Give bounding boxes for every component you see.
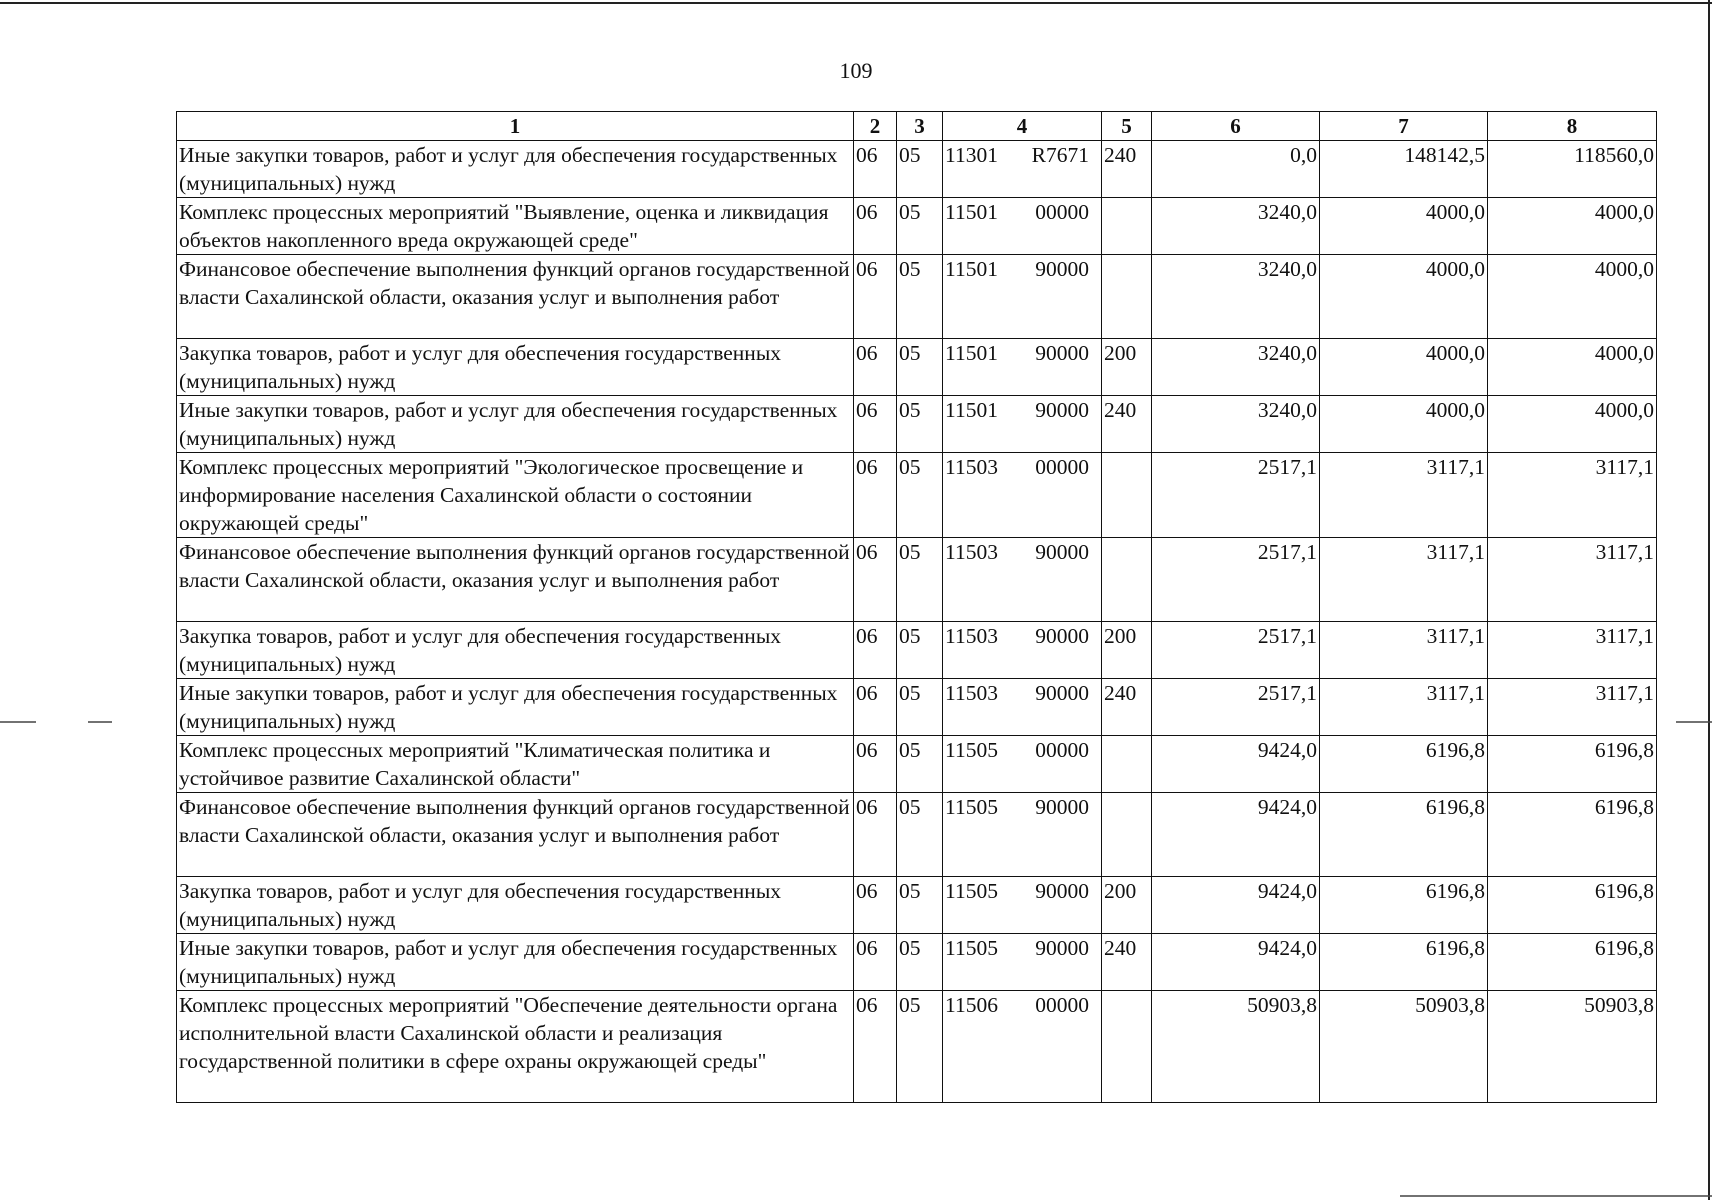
row-code-expense-type: 240 [1102,934,1152,991]
row-code-subsection: 05 [897,538,943,622]
row-value-col6: 0,0 [1152,141,1320,198]
row-value-col6: 3240,0 [1152,396,1320,453]
row-code-target [943,736,1102,793]
row-code-target-program: 11505 [945,879,998,903]
row-code-expense-type [1102,453,1152,538]
row-value-col8: 3117,1 [1488,453,1657,538]
row-code-section: 06 [854,793,897,877]
column-header: 4 [943,112,1102,141]
table-row [177,255,1657,339]
row-code-target-direction: 00000 [1035,200,1089,224]
row-code-target [943,538,1102,622]
row-value-col7: 3117,1 [1320,538,1488,622]
row-code-target [943,396,1102,453]
row-name: Иные закупки товаров, работ и услуг для обеспечения государственных (муниципальных) нужд [177,396,854,453]
row-value-col6: 2517,1 [1152,622,1320,679]
row-code-target [943,934,1102,991]
row-code-target-direction: 90000 [1035,681,1089,705]
row-value-col6: 2517,1 [1152,679,1320,736]
row-name: Иные закупки товаров, работ и услуг для обеспечения государственных (муниципальных) нужд [177,141,854,198]
row-value-col8: 4000,0 [1488,339,1657,396]
row-code-section: 06 [854,679,897,736]
row-code-target-program: 11501 [945,257,998,281]
row-value-col6: 2517,1 [1152,453,1320,538]
row-value-col8: 3117,1 [1488,679,1657,736]
row-code-target [943,793,1102,877]
row-value-col7: 6196,8 [1320,793,1488,877]
row-code-section: 06 [854,453,897,538]
row-code-target-direction: 00000 [1035,738,1089,762]
row-code-target [943,991,1102,1103]
row-code-target-program: 11501 [945,341,998,365]
row-code-subsection: 05 [897,793,943,877]
row-code-expense-type: 200 [1102,339,1152,396]
table-row [177,877,1657,934]
row-code-target-direction: 90000 [1035,540,1089,564]
column-header: 1 [177,112,854,141]
row-code-target [943,622,1102,679]
row-value-col7: 3117,1 [1320,453,1488,538]
row-code-section: 06 [854,991,897,1103]
row-code-subsection: 05 [897,453,943,538]
row-value-col6: 9424,0 [1152,793,1320,877]
row-code-target [943,877,1102,934]
column-header: 2 [854,112,897,141]
row-code-subsection: 05 [897,877,943,934]
row-value-col6: 50903,8 [1152,991,1320,1103]
row-code-section: 06 [854,622,897,679]
budget-table [176,111,1657,1103]
column-header: 7 [1320,112,1488,141]
row-code-section: 06 [854,934,897,991]
row-value-col7: 148142,5 [1320,141,1488,198]
row-value-col8: 3117,1 [1488,538,1657,622]
row-code-expense-type [1102,198,1152,255]
table-row [177,991,1657,1103]
row-code-subsection: 05 [897,679,943,736]
row-code-target-program: 11501 [945,398,998,422]
row-name: Комплекс процессных мероприятий "Климатическая политика и устойчивое развитие Сахалинской области" [177,736,854,793]
row-value-col6: 3240,0 [1152,198,1320,255]
row-code-expense-type: 200 [1102,877,1152,934]
row-code-target-program: 11503 [945,624,998,648]
row-name: Финансовое обеспечение выполнения функций органов государственной власти Сахалинской области, оказания услуг и выполнения работ [177,793,854,877]
row-code-expense-type [1102,991,1152,1103]
row-code-target-program: 11505 [945,795,998,819]
column-header: 8 [1488,112,1657,141]
row-value-col7: 6196,8 [1320,736,1488,793]
row-name: Финансовое обеспечение выполнения функций органов государственной власти Сахалинской области, оказания услуг и выполнения работ [177,255,854,339]
row-code-target-direction: 90000 [1035,879,1089,903]
row-code-subsection: 05 [897,991,943,1103]
row-value-col7: 3117,1 [1320,679,1488,736]
row-name: Комплекс процессных мероприятий "Обеспечение деятельности органа исполнительной власти Сахалинской области и реализация государственной политики в сфере охраны окружающей среды" [177,991,854,1103]
row-name: Закупка товаров, работ и услуг для обеспечения государственных (муниципальных) нужд [177,339,854,396]
row-code-section: 06 [854,877,897,934]
row-code-target-direction: 90000 [1035,341,1089,365]
row-code-target [943,141,1102,198]
table-row [177,453,1657,538]
row-code-target-program: 11503 [945,540,998,564]
row-code-target-program: 11501 [945,200,998,224]
row-value-col7: 6196,8 [1320,877,1488,934]
row-value-col6: 2517,1 [1152,538,1320,622]
row-name: Закупка товаров, работ и услуг для обеспечения государственных (муниципальных) нужд [177,877,854,934]
row-code-target [943,255,1102,339]
table-row [177,934,1657,991]
column-header: 5 [1102,112,1152,141]
row-code-section: 06 [854,141,897,198]
row-code-target-program: 11301 [945,143,998,167]
row-code-section: 06 [854,339,897,396]
row-name: Финансовое обеспечение выполнения функций органов государственной власти Сахалинской области, оказания услуг и выполнения работ [177,538,854,622]
row-value-col7: 4000,0 [1320,255,1488,339]
row-code-section: 06 [854,198,897,255]
row-code-target-direction: R7671 [1031,143,1089,167]
row-value-col7: 4000,0 [1320,198,1488,255]
table-row [177,679,1657,736]
row-code-expense-type: 240 [1102,141,1152,198]
row-code-subsection: 05 [897,198,943,255]
row-value-col8: 3117,1 [1488,622,1657,679]
row-code-subsection: 05 [897,622,943,679]
row-code-target [943,453,1102,538]
row-value-col8: 4000,0 [1488,396,1657,453]
row-value-col6: 9424,0 [1152,736,1320,793]
row-name: Иные закупки товаров, работ и услуг для обеспечения государственных (муниципальных) нужд [177,679,854,736]
row-code-target [943,198,1102,255]
row-value-col8: 118560,0 [1488,141,1657,198]
row-value-col6: 3240,0 [1152,339,1320,396]
row-code-target-program: 11506 [945,993,998,1017]
row-name: Иные закупки товаров, работ и услуг для обеспечения государственных (муниципальных) нужд [177,934,854,991]
row-code-section: 06 [854,255,897,339]
row-code-subsection: 05 [897,255,943,339]
table-row [177,538,1657,622]
row-value-col8: 50903,8 [1488,991,1657,1103]
row-code-expense-type [1102,793,1152,877]
row-code-target-program: 11505 [945,936,998,960]
row-name: Закупка товаров, работ и услуг для обеспечения государственных (муниципальных) нужд [177,622,854,679]
row-value-col8: 6196,8 [1488,793,1657,877]
row-value-col7: 6196,8 [1320,934,1488,991]
row-code-target-program: 11503 [945,455,998,479]
row-code-target-program: 11505 [945,738,998,762]
row-value-col6: 9424,0 [1152,877,1320,934]
table-row [177,339,1657,396]
table-row [177,793,1657,877]
row-code-subsection: 05 [897,141,943,198]
table-header-row [177,112,1657,141]
row-code-target [943,339,1102,396]
row-code-subsection: 05 [897,736,943,793]
row-code-target-program: 11503 [945,681,998,705]
row-value-col8: 6196,8 [1488,736,1657,793]
row-value-col8: 6196,8 [1488,934,1657,991]
row-code-section: 06 [854,396,897,453]
row-code-expense-type: 240 [1102,679,1152,736]
row-code-expense-type [1102,538,1152,622]
row-code-section: 06 [854,538,897,622]
row-code-subsection: 05 [897,339,943,396]
row-code-target-direction: 90000 [1035,936,1089,960]
row-value-col6: 9424,0 [1152,934,1320,991]
row-value-col8: 6196,8 [1488,877,1657,934]
row-code-target-direction: 90000 [1035,257,1089,281]
row-code-subsection: 05 [897,396,943,453]
table-row [177,198,1657,255]
row-code-section: 06 [854,736,897,793]
row-value-col7: 4000,0 [1320,339,1488,396]
row-value-col8: 4000,0 [1488,198,1657,255]
column-header: 3 [897,112,943,141]
column-header: 6 [1152,112,1320,141]
table-row [177,622,1657,679]
row-code-subsection: 05 [897,934,943,991]
row-value-col7: 4000,0 [1320,396,1488,453]
row-value-col7: 50903,8 [1320,991,1488,1103]
row-value-col6: 3240,0 [1152,255,1320,339]
row-code-expense-type [1102,736,1152,793]
table-body [177,141,1657,1103]
row-code-target [943,679,1102,736]
row-code-expense-type: 240 [1102,396,1152,453]
row-value-col8: 4000,0 [1488,255,1657,339]
row-value-col7: 3117,1 [1320,622,1488,679]
page-number: 109 [839,58,873,83]
row-code-expense-type: 200 [1102,622,1152,679]
row-code-target-direction: 90000 [1035,795,1089,819]
row-code-target-direction: 00000 [1035,993,1089,1017]
row-name: Комплекс процессных мероприятий "Экологическое просвещение и информирование населения Сахалинской области о состоянии окружающей среды" [177,453,854,538]
row-code-target-direction: 90000 [1035,398,1089,422]
row-code-expense-type [1102,255,1152,339]
row-name: Комплекс процессных мероприятий "Выявление, оценка и ликвидация объектов накопленного вреда окружающей среде" [177,198,854,255]
row-code-target-direction: 00000 [1035,455,1089,479]
table-row [177,141,1657,198]
table-row [177,736,1657,793]
row-code-target-direction: 90000 [1035,624,1089,648]
table-row [177,396,1657,453]
